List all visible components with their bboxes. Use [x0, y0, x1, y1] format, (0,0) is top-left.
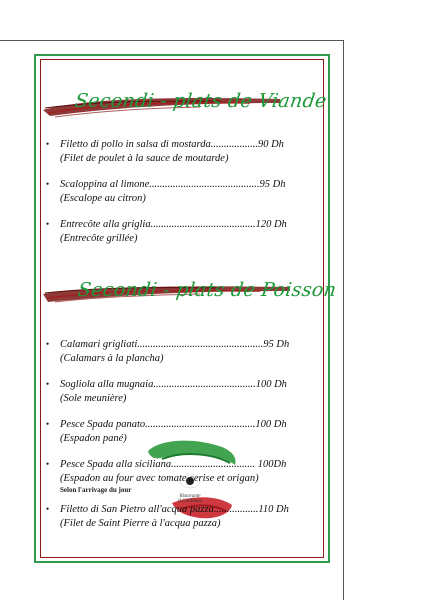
item-name-price: Entrecôte alla griglia........................................120 Dh: [60, 219, 287, 230]
bullet: •: [46, 219, 50, 229]
item-translation: (Calamars à la plancha): [60, 352, 164, 364]
bullet: •: [46, 139, 50, 149]
page-edge-top: [0, 40, 344, 41]
bullet: •: [46, 339, 50, 349]
logo-text: Il Gabbiano: [177, 499, 203, 504]
item-translation: (Entrecôte grillée): [60, 232, 138, 244]
item-translation: (Espadon pané): [60, 432, 127, 444]
item-name-price: Sogliola alla mugnaia.......................................100 Dh: [60, 379, 287, 390]
section-heading-meat: [40, 86, 329, 130]
item-translation: (Filet de Saint Pierre à l'acqua pazza): [60, 517, 221, 529]
item-translation: (Filet de poulet à la sauce de moutarde): [60, 152, 229, 164]
item-name-price: Filetto di pollo in salsa di mostarda..................90 Dh: [60, 139, 284, 150]
bullet: •: [46, 419, 50, 429]
section-title: Secondi - plats de Poisson: [76, 279, 338, 301]
item-name-price: Filetto di San Pietro all'acqua pazza.................110 Dh: [60, 504, 289, 515]
bullet: •: [46, 379, 50, 389]
item-name-price: Pesce Spada alla siciliana................................ 100Dh: [60, 459, 287, 470]
item-name-price: Pesce Spada panato..........................................100 Dh: [60, 419, 287, 430]
section-title: Secondi - plats de Viande: [73, 90, 329, 112]
item-name-price: Calamari grigliati................................................95 Dh: [60, 339, 290, 350]
item-translation: (Escalope au citron): [60, 192, 146, 204]
item-translation: (Espadon au four avec tomate cerise et origan): [60, 472, 259, 484]
bullet: •: [46, 504, 50, 514]
item-translation: (Sole meunière): [60, 392, 127, 404]
item-name-price: Scaloppina al limone..........................................95 Dh: [60, 179, 286, 190]
logo-text: Ristorante: [179, 494, 201, 499]
page-edge-right: [343, 40, 344, 600]
availability-note: Selon l'arrivage du jour: [60, 486, 132, 494]
bullet: •: [46, 179, 50, 189]
section-heading-fish: [40, 275, 338, 319]
bullet: •: [46, 459, 50, 469]
